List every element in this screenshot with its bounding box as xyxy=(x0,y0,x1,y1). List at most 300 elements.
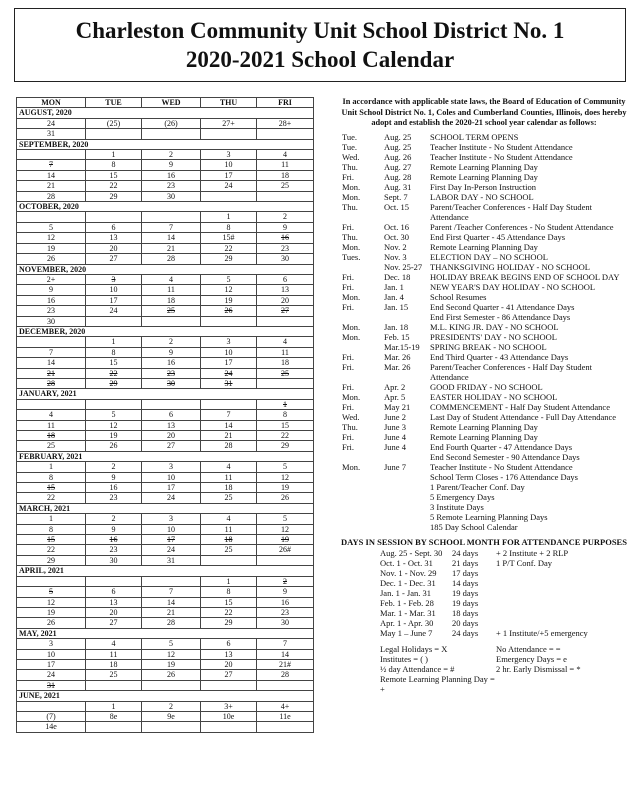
date-cell xyxy=(257,597,314,607)
week-row xyxy=(17,431,314,441)
date-cell xyxy=(257,472,314,482)
event-date xyxy=(384,452,430,462)
date-cell xyxy=(257,274,314,284)
date-cell xyxy=(86,607,142,617)
date-number: 21 xyxy=(167,243,175,253)
date-cell xyxy=(142,191,201,201)
date-cell xyxy=(201,670,257,680)
week-row xyxy=(17,493,314,503)
date-cell xyxy=(17,347,86,357)
date-number: 6 xyxy=(226,639,231,649)
month-row xyxy=(17,691,314,701)
event-description: 5 Emergency Days xyxy=(430,491,495,502)
date-cell xyxy=(17,212,86,222)
date-number: 5 xyxy=(169,639,173,649)
date-number: 19 xyxy=(47,243,55,253)
date-number: 29 xyxy=(47,555,55,565)
event-weekday xyxy=(338,482,384,492)
date-cell xyxy=(257,181,314,191)
intro-statement: In accordance with applicable state laws, the Board of Education of Community Unit School District No. 1, Coles and Cumberland Counties, Illinois, does hereby adopt and establish the 2020-21 school year calendar as follows: xyxy=(341,97,627,127)
date-cell xyxy=(142,285,201,295)
date-cell xyxy=(201,347,257,357)
date-number: 18 xyxy=(109,659,118,669)
event-weekday: Fri. xyxy=(342,351,355,362)
event-weekday: Wed. xyxy=(342,411,360,422)
week-row xyxy=(17,597,314,607)
date-cell xyxy=(257,545,314,555)
date-number: 22 xyxy=(109,368,118,378)
date-cell xyxy=(201,181,257,191)
event-row xyxy=(338,412,630,422)
event-date: Oct. 15 xyxy=(384,201,410,212)
legend xyxy=(338,644,630,694)
event-date xyxy=(384,512,430,522)
session-range: Aug. 25 - Sept. 30 xyxy=(380,547,443,558)
event-row xyxy=(338,442,630,452)
date-number: 17 xyxy=(167,535,175,545)
event-description: Remote Learning Planning Day xyxy=(430,431,538,442)
title-box xyxy=(14,8,626,82)
date-number: 29 xyxy=(224,618,233,628)
date-cell xyxy=(17,514,86,524)
event-weekday: Mon. xyxy=(342,391,361,402)
date-cell xyxy=(17,191,86,201)
date-cell xyxy=(142,129,201,139)
days-in-session-title: DAYS IN SESSION BY SCHOOL MONTH FOR ATTENDANCE PURPOSES xyxy=(341,536,627,547)
date-cell xyxy=(17,420,86,430)
date-cell xyxy=(17,639,86,649)
event-row xyxy=(338,522,630,532)
date-number: 6 xyxy=(111,587,116,597)
event-row xyxy=(338,202,630,222)
session-row xyxy=(338,588,630,598)
event-description: Remote Learning Planning Day xyxy=(430,161,538,172)
date-number: 31 xyxy=(224,378,233,388)
event-row xyxy=(338,282,630,292)
week-row xyxy=(17,420,314,430)
session-extra xyxy=(496,568,630,578)
date-number: 28 xyxy=(47,378,55,388)
event-row xyxy=(338,462,630,472)
month-label: AUGUST, 2020 xyxy=(17,108,314,118)
date-cell xyxy=(86,191,142,201)
week-row xyxy=(17,170,314,180)
legend-item: Emergency Days = e xyxy=(496,653,567,664)
date-number: 8 xyxy=(226,222,231,232)
date-cell xyxy=(17,555,86,565)
date-number: 2 xyxy=(169,701,173,711)
date-cell xyxy=(86,243,142,253)
event-row xyxy=(338,302,630,312)
date-number: 7 xyxy=(49,160,53,170)
date-cell xyxy=(257,170,314,180)
week-row xyxy=(17,441,314,451)
date-cell xyxy=(201,233,257,243)
date-cell xyxy=(257,576,314,586)
event-row xyxy=(338,422,630,432)
date-cell xyxy=(257,399,314,409)
event-weekday: Fri. xyxy=(342,171,355,182)
week-row xyxy=(17,191,314,201)
date-cell xyxy=(257,337,314,347)
date-number: 10 xyxy=(224,347,233,357)
date-cell xyxy=(257,254,314,264)
date-cell xyxy=(17,535,86,545)
event-weekday: Mon. xyxy=(342,331,361,342)
date-cell xyxy=(17,597,86,607)
date-number: 4 xyxy=(283,150,287,160)
date-number: 7 xyxy=(169,222,173,232)
date-cell xyxy=(17,587,86,597)
week-row xyxy=(17,378,314,388)
week-row xyxy=(17,254,314,264)
date-number: 1 xyxy=(111,701,116,711)
date-cell xyxy=(17,222,86,232)
date-number: 30 xyxy=(109,555,118,565)
date-cell xyxy=(142,306,201,316)
week-row xyxy=(17,118,314,128)
date-number: 12 xyxy=(224,285,233,295)
date-number: 2 xyxy=(111,462,116,472)
date-cell xyxy=(257,524,314,534)
date-number: 9 xyxy=(169,160,173,170)
date-number: 29 xyxy=(224,254,233,264)
date-number: 3 xyxy=(111,274,116,284)
date-cell xyxy=(86,378,142,388)
date-number: 15 xyxy=(109,358,118,368)
date-cell xyxy=(17,118,86,128)
date-cell xyxy=(257,483,314,493)
date-number: 23 xyxy=(109,545,118,555)
date-number: 21# xyxy=(279,659,291,669)
date-number: 3+ xyxy=(224,701,233,711)
date-cell xyxy=(86,441,142,451)
date-cell xyxy=(142,160,201,170)
date-number: 23 xyxy=(47,306,55,316)
event-description: Teacher Institute - No Student Attendance xyxy=(430,141,573,152)
date-number: 12 xyxy=(109,420,118,430)
event-weekday: Mon. xyxy=(342,181,361,192)
date-cell xyxy=(86,181,142,191)
event-weekday xyxy=(338,492,384,502)
date-cell xyxy=(257,711,314,721)
event-weekday xyxy=(338,522,384,532)
date-number: 18 xyxy=(167,295,175,305)
date-number: 1 xyxy=(49,462,53,472)
month-row xyxy=(17,326,314,336)
date-cell xyxy=(17,607,86,617)
event-weekday: Mon. xyxy=(342,321,361,332)
date-cell xyxy=(257,514,314,524)
date-number: 4 xyxy=(169,274,173,284)
event-weekday xyxy=(338,502,384,512)
session-days: 19 days xyxy=(452,587,479,598)
date-cell xyxy=(257,243,314,253)
date-number: 26# xyxy=(279,545,291,555)
date-number: 23 xyxy=(281,607,289,617)
date-number: (26) xyxy=(164,118,178,128)
date-cell xyxy=(142,420,201,430)
date-number: 14 xyxy=(47,358,55,368)
event-row xyxy=(338,432,630,442)
week-row xyxy=(17,295,314,305)
date-cell xyxy=(201,576,257,586)
date-number: 18 xyxy=(281,170,289,180)
date-cell xyxy=(86,212,142,222)
date-number: 8 xyxy=(111,347,116,357)
date-cell xyxy=(86,555,142,565)
day-header: MON xyxy=(17,98,86,108)
date-cell xyxy=(142,576,201,586)
week-row xyxy=(17,306,314,316)
date-cell xyxy=(257,358,314,368)
event-weekday: Thu. xyxy=(342,201,358,212)
calendar-details xyxy=(338,97,630,694)
event-date: June 3 xyxy=(384,421,406,432)
date-number: 25 xyxy=(224,493,233,503)
date-cell xyxy=(142,493,201,503)
date-number: 20 xyxy=(109,243,118,253)
date-number: 19 xyxy=(167,659,175,669)
date-cell xyxy=(86,306,142,316)
date-number: 20 xyxy=(281,295,289,305)
event-date: Oct. 16 xyxy=(384,221,410,232)
calendar-header-row xyxy=(17,98,314,108)
date-number: 11 xyxy=(47,420,55,430)
date-number: 8 xyxy=(49,524,53,534)
event-row xyxy=(338,512,630,522)
date-number: 7 xyxy=(169,587,173,597)
date-number: 3 xyxy=(226,150,231,160)
date-cell xyxy=(86,493,142,503)
event-row xyxy=(338,402,630,412)
event-weekday: Tue. xyxy=(342,141,358,152)
date-number: 3 xyxy=(226,337,231,347)
event-date: Feb. 15 xyxy=(384,331,410,342)
event-weekday: Fri. xyxy=(342,271,355,282)
date-cell xyxy=(17,285,86,295)
date-cell xyxy=(201,441,257,451)
event-date: June 4 xyxy=(384,441,406,452)
date-number: 3 xyxy=(49,639,53,649)
event-row xyxy=(338,312,630,322)
date-cell xyxy=(142,711,201,721)
event-description: Remote Learning Planning Day xyxy=(430,241,538,252)
event-description: Remote Learning Planning Day xyxy=(430,171,538,182)
event-description: End First Quarter - 45 Attendance Days xyxy=(430,231,566,242)
date-cell xyxy=(17,378,86,388)
event-description: End Second Semester - 90 Attendance Days xyxy=(430,451,580,462)
date-number: 21 xyxy=(47,368,55,378)
date-cell xyxy=(201,212,257,222)
date-number: 25 xyxy=(167,306,175,316)
date-cell xyxy=(257,150,314,160)
week-row xyxy=(17,222,314,232)
session-range: Nov. 1 - Nov. 29 xyxy=(380,567,437,578)
date-cell xyxy=(257,420,314,430)
date-number: 31 xyxy=(47,680,55,690)
date-cell xyxy=(257,649,314,659)
date-cell xyxy=(142,441,201,451)
date-number: 5 xyxy=(111,410,116,420)
date-number: 26 xyxy=(281,493,289,503)
date-cell xyxy=(17,254,86,264)
date-cell xyxy=(257,191,314,201)
date-cell xyxy=(86,639,142,649)
week-row xyxy=(17,670,314,680)
event-weekday: Tues. xyxy=(342,251,361,262)
date-cell xyxy=(17,170,86,180)
date-cell xyxy=(201,607,257,617)
date-number: 26 xyxy=(109,441,118,451)
date-cell xyxy=(17,399,86,409)
date-cell xyxy=(142,659,201,669)
date-cell xyxy=(257,368,314,378)
date-number: 11 xyxy=(224,472,233,482)
date-cell xyxy=(142,524,201,534)
date-cell xyxy=(142,347,201,357)
week-row xyxy=(17,160,314,170)
date-number: 30 xyxy=(281,254,289,264)
date-cell xyxy=(201,483,257,493)
date-number: 28 xyxy=(281,670,289,680)
date-number: 7 xyxy=(226,410,231,420)
session-range: Oct. 1 - Oct. 31 xyxy=(380,557,433,568)
event-description: 1 Parent/Teacher Conf. Day xyxy=(430,481,525,492)
date-cell xyxy=(201,378,257,388)
date-number: 12 xyxy=(47,233,55,243)
date-number: 18 xyxy=(224,483,233,493)
week-row xyxy=(17,212,314,222)
date-number: 13 xyxy=(109,233,118,243)
week-row xyxy=(17,587,314,597)
date-number: 16 xyxy=(109,535,118,545)
month-row xyxy=(17,451,314,461)
date-number: 4 xyxy=(49,410,53,420)
week-row xyxy=(17,659,314,669)
session-row xyxy=(338,558,630,568)
day-header: TUE xyxy=(86,98,142,108)
event-weekday: Fri. xyxy=(342,281,355,292)
date-cell xyxy=(17,274,86,284)
date-number: 21 xyxy=(47,181,55,191)
date-number: 5 xyxy=(49,587,53,597)
week-row xyxy=(17,514,314,524)
date-cell xyxy=(86,274,142,284)
event-date: Apr. 2 xyxy=(384,381,406,392)
date-cell xyxy=(257,441,314,451)
date-cell xyxy=(86,597,142,607)
date-number: 16 xyxy=(281,597,289,607)
date-number: 20 xyxy=(224,659,233,669)
date-number: 25 xyxy=(281,368,289,378)
date-cell xyxy=(142,181,201,191)
date-number: 12 xyxy=(281,472,289,482)
date-cell xyxy=(257,212,314,222)
date-cell xyxy=(201,545,257,555)
date-number: 14 xyxy=(281,649,289,659)
date-number: 2+ xyxy=(46,274,56,284)
date-number: 25 xyxy=(47,441,55,451)
event-description: COMMENCEMENT - Half Day Student Attendance xyxy=(430,401,610,412)
date-number: 14 xyxy=(224,420,233,430)
date-cell xyxy=(17,150,86,160)
date-number: 13 xyxy=(224,649,233,659)
session-range: Feb. 1 - Feb. 28 xyxy=(380,597,434,608)
week-row xyxy=(17,410,314,420)
session-days: 24 days xyxy=(452,627,479,638)
legend-item: Legal Holidays = X xyxy=(380,643,448,654)
date-number: 9 xyxy=(283,587,287,597)
event-date: Nov. 25-27 xyxy=(384,261,423,272)
date-number: 28 xyxy=(224,441,233,451)
date-number: 7 xyxy=(49,347,53,357)
date-cell xyxy=(142,514,201,524)
date-number: 22 xyxy=(47,545,55,555)
date-cell xyxy=(201,170,257,180)
event-date: June 7 xyxy=(384,461,406,472)
date-cell xyxy=(257,535,314,545)
date-cell xyxy=(17,306,86,316)
event-date: Aug. 27 xyxy=(384,161,412,172)
session-extra xyxy=(496,598,630,608)
date-cell xyxy=(142,597,201,607)
session-row xyxy=(338,628,630,638)
month-label: NOVEMBER, 2020 xyxy=(17,264,314,274)
date-number: 9 xyxy=(111,472,116,482)
session-row xyxy=(338,618,630,628)
week-row xyxy=(17,701,314,711)
date-number: 12 xyxy=(47,597,55,607)
event-weekday: Fri. xyxy=(342,221,355,232)
date-cell xyxy=(86,295,142,305)
week-row xyxy=(17,129,314,139)
date-cell xyxy=(17,295,86,305)
date-number: 21 xyxy=(167,607,175,617)
event-description: 3 Institute Days xyxy=(430,501,484,512)
month-row xyxy=(17,264,314,274)
date-cell xyxy=(142,649,201,659)
date-cell xyxy=(86,670,142,680)
date-cell xyxy=(257,555,314,565)
date-number: 24 xyxy=(224,368,233,378)
session-days: 19 days xyxy=(452,597,479,608)
date-number: 25 xyxy=(109,670,118,680)
event-description: Parent /Teacher Conferences - No Student Attendance xyxy=(430,221,614,232)
event-description: 185 Day School Calendar xyxy=(430,521,518,532)
date-cell xyxy=(201,701,257,711)
event-weekday: Mon. xyxy=(342,191,361,202)
date-cell xyxy=(257,285,314,295)
date-number: 19 xyxy=(224,295,233,305)
legend-item: Institutes = ( ) xyxy=(380,653,428,664)
session-range: Mar. 1 - Mar. 31 xyxy=(380,607,436,618)
event-description: Remote Learning Planning Day xyxy=(430,421,538,432)
date-number: 1 xyxy=(111,150,116,160)
date-cell xyxy=(142,254,201,264)
date-number: 4 xyxy=(111,639,116,649)
date-number: 16 xyxy=(109,483,118,493)
date-number: 30 xyxy=(167,378,175,388)
date-number: 29 xyxy=(109,378,118,388)
event-date: Sept. 7 xyxy=(384,191,408,202)
date-cell xyxy=(201,295,257,305)
calendar-title: 2020-2021 School Calendar xyxy=(185,47,455,72)
date-cell xyxy=(17,337,86,347)
date-cell xyxy=(257,347,314,357)
session-days: 20 days xyxy=(452,617,479,628)
session-range: Dec. 1 - Dec. 31 xyxy=(380,577,436,588)
